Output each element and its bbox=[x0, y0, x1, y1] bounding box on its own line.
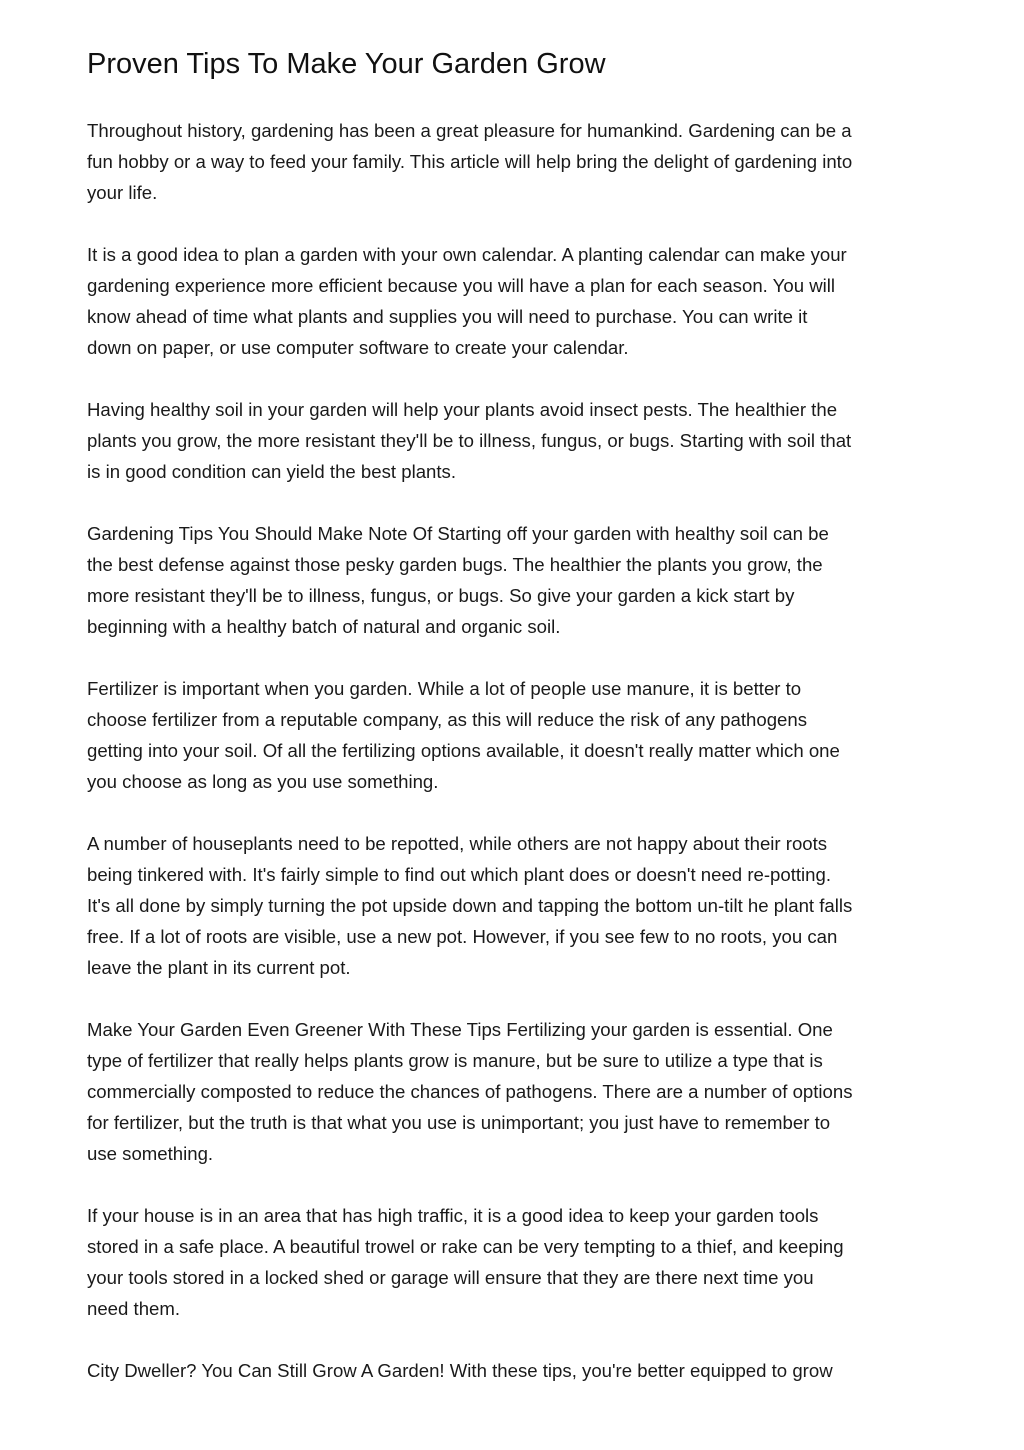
paragraph bbox=[87, 673, 949, 797]
paragraph bbox=[87, 828, 949, 983]
paragraph-line: gardening experience more efficient because you will have a plan for each season. You will bbox=[87, 275, 836, 296]
paragraph-line: plants you grow, the more resistant they'll be to illness, fungus, or bugs. Starting with soil that bbox=[87, 430, 852, 451]
paragraph-line: your life. bbox=[87, 182, 158, 203]
paragraph-line: use something. bbox=[87, 1143, 214, 1164]
paragraph-line: Gardening Tips You Should Make Note Of Starting off your garden with healthy soil can be bbox=[87, 523, 829, 544]
paragraph-line: is in good condition can yield the best plants. bbox=[87, 461, 457, 482]
document-page bbox=[87, 44, 949, 1386]
paragraph bbox=[87, 394, 949, 487]
paragraph-line: beginning with a healthy batch of natural and organic soil. bbox=[87, 616, 561, 637]
paragraph-line: A number of houseplants need to be repotted, while others are not happy about their roots bbox=[87, 833, 828, 854]
paragraph-line: need them. bbox=[87, 1298, 181, 1319]
paragraph-line: commercially composted to reduce the chances of pathogens. There are a number of options bbox=[87, 1081, 853, 1102]
paragraph-line: the best defense against those pesky garden bugs. The healthier the plants you grow, the bbox=[87, 554, 823, 575]
paragraph-line: Throughout history, gardening has been a great pleasure for humankind. Gardening can be a bbox=[87, 120, 852, 141]
paragraph-line: fun hobby or a way to feed your family. This article will help bring the delight of gardening into bbox=[87, 151, 853, 172]
paragraph-line: If your house is in an area that has high traffic, it is a good idea to keep your garden tools bbox=[87, 1205, 819, 1226]
paragraph-line: Fertilizer is important when you garden. While a lot of people use manure, it is better to bbox=[87, 678, 802, 699]
paragraph-line: free. If a lot of roots are visible, use a new pot. However, if you see few to no roots, you can bbox=[87, 926, 838, 947]
article-body bbox=[87, 115, 949, 1386]
paragraph-line: for fertilizer, but the truth is that what you use is unimportant; you just have to remember to bbox=[87, 1112, 831, 1133]
paragraph-line: stored in a safe place. A beautiful trowel or rake can be very tempting to a thief, and keeping bbox=[87, 1236, 844, 1257]
paragraph bbox=[87, 239, 949, 363]
paragraph bbox=[87, 1355, 949, 1386]
paragraph bbox=[87, 1014, 949, 1169]
paragraph-line: being tinkered with. It's fairly simple to find out which plant does or doesn't need re-potting. bbox=[87, 864, 832, 885]
paragraph-line: your tools stored in a locked shed or garage will ensure that they are there next time you bbox=[87, 1267, 814, 1288]
paragraph-line: It's all done by simply turning the pot upside down and tapping the bottom un-tilt he plant falls bbox=[87, 895, 853, 916]
paragraph-line: down on paper, or use computer software to create your calendar. bbox=[87, 337, 629, 358]
page-title: Proven Tips To Make Your Garden Grow bbox=[87, 48, 606, 80]
paragraph bbox=[87, 115, 949, 208]
paragraph-line: Having healthy soil in your garden will help your plants avoid insect pests. The healthier the bbox=[87, 399, 838, 420]
paragraph bbox=[87, 1200, 949, 1324]
paragraph-line: City Dweller? You Can Still Grow A Garden! With these tips, you're better equipped to grow bbox=[87, 1360, 833, 1381]
paragraph-line: leave the plant in its current pot. bbox=[87, 957, 351, 978]
paragraph-line: getting into your soil. Of all the fertilizing options available, it doesn't really matter which one bbox=[87, 740, 840, 761]
paragraph-line: type of fertilizer that really helps plants grow is manure, but be sure to utilize a type that is bbox=[87, 1050, 823, 1071]
paragraph-line: know ahead of time what plants and supplies you will need to purchase. You can write it bbox=[87, 306, 808, 327]
paragraph-line: It is a good idea to plan a garden with your own calendar. A planting calendar can make your bbox=[87, 244, 847, 265]
paragraph-line: Make Your Garden Even Greener With These Tips Fertilizing your garden is essential. One bbox=[87, 1019, 833, 1040]
paragraph-line: more resistant they'll be to illness, fungus, or bugs. So give your garden a kick start by bbox=[87, 585, 795, 606]
paragraph-line: you choose as long as you use something. bbox=[87, 771, 439, 792]
paragraph bbox=[87, 518, 949, 642]
paragraph-line: choose fertilizer from a reputable company, as this will reduce the risk of any pathogens bbox=[87, 709, 808, 730]
